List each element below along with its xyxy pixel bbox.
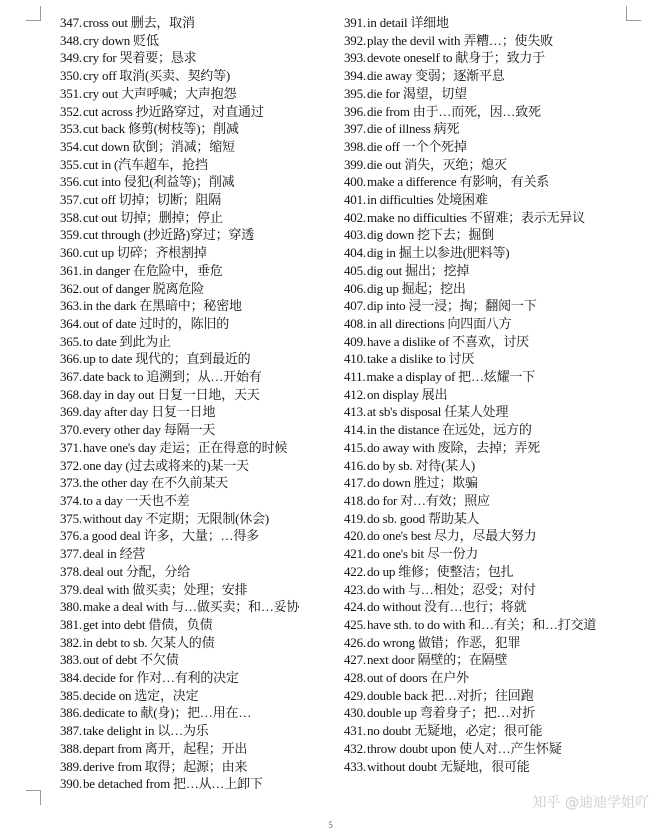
entry-number: 348. <box>60 32 82 48</box>
entry-number: 375. <box>60 510 82 526</box>
entry-text: a good deal 许多，大量；…得多 <box>82 528 259 544</box>
phrase-entry <box>60 138 332 156</box>
phrase-entry <box>344 758 612 776</box>
entry-number: 408. <box>344 315 366 331</box>
entry-text: one day (过去或将来的)某一天 <box>82 457 249 473</box>
entry-number: 395. <box>344 85 366 101</box>
entry-number: 429. <box>344 687 366 703</box>
phrase-entry <box>60 758 332 776</box>
entry-text: dig out 掘出；挖掉 <box>366 262 470 278</box>
entry-text: out of doors 在户外 <box>366 670 469 686</box>
phrase-entry <box>60 350 332 368</box>
entry-text: cut back 修剪(树枝等)；削减 <box>82 121 239 137</box>
entry-number: 428. <box>344 670 366 686</box>
entry-text: die from 由于…而死，因…致死 <box>366 103 541 119</box>
phrase-entry <box>60 297 332 315</box>
phrase-entry <box>344 545 612 563</box>
entry-text: double up 弯着身子；把…对折 <box>366 705 536 721</box>
entry-number: 409. <box>344 333 366 349</box>
entry-text: do one's bit 尽一份力 <box>366 546 479 562</box>
entry-text: double back 把…对折；往回跑 <box>366 687 534 703</box>
entry-text: without day 不定期；无限制(休会) <box>82 510 270 526</box>
entry-text: deal with 做买卖；处理；安排 <box>82 581 248 597</box>
phrase-entry <box>60 687 332 705</box>
entry-number: 370. <box>60 422 82 438</box>
entry-text: do with 与…相处；忍受；对付 <box>366 581 536 597</box>
entry-text: deal out 分配，分给 <box>82 563 190 579</box>
entry-number: 366. <box>60 351 82 367</box>
entry-number: 418. <box>344 492 366 508</box>
phrase-entry <box>60 67 332 85</box>
phrase-entry <box>60 103 332 121</box>
entry-text: make a display of 把…炫耀一下 <box>366 369 535 385</box>
entry-number: 385. <box>60 687 82 703</box>
entry-text: take a dislike to 讨厌 <box>366 351 475 367</box>
phrase-entry <box>344 687 612 705</box>
phrase-entry <box>60 775 332 793</box>
entry-text: get into debt 借债，负债 <box>82 616 213 632</box>
page-number: 5 <box>328 820 333 830</box>
entry-number: 393. <box>344 50 366 66</box>
entry-number: 367. <box>60 369 82 385</box>
entry-text: make a deal with 与…做买卖；和…妥协 <box>82 599 300 615</box>
entry-number: 426. <box>344 634 366 650</box>
entry-text: take delight in 以…为乐 <box>82 723 209 739</box>
phrase-entry <box>344 138 612 156</box>
phrase-entry <box>344 403 612 421</box>
phrase-entry <box>344 740 612 758</box>
entry-text: cut in (汽车超车，抢挡 <box>82 156 208 172</box>
entry-text: to date 到此为止 <box>82 333 171 349</box>
entry-text: make a difference 有影响，有关系 <box>366 174 550 190</box>
crop-mark-top-right <box>626 6 641 21</box>
entry-text: out of debt 不欠债 <box>82 652 179 668</box>
phrase-entry <box>60 280 332 298</box>
phrase-entry <box>344 120 612 138</box>
entry-text: do away with 废除，去掉；弄死 <box>366 439 541 455</box>
phrase-entry <box>60 740 332 758</box>
entry-number: 402. <box>344 209 366 225</box>
entry-text: throw doubt upon 使人对…产生怀疑 <box>366 740 562 756</box>
entry-text: cut off 切掉；切断；阻隔 <box>82 192 222 208</box>
entry-text: devote oneself to 献身于；致力于 <box>366 50 546 66</box>
entry-text: cut through (抄近路)穿过；穿透 <box>82 227 255 243</box>
entry-text: day in day out 日复一日地，天天 <box>82 386 260 402</box>
entry-number: 364. <box>60 315 82 331</box>
entry-text: at sb's disposal 任某人处理 <box>366 404 509 420</box>
entry-number: 354. <box>60 138 82 154</box>
entry-text: dip into 浸一浸；掏；翻阅一下 <box>366 298 537 314</box>
entry-number: 417. <box>344 475 366 491</box>
phrase-entry <box>60 421 332 439</box>
crop-mark-bottom-left <box>26 790 41 805</box>
entry-number: 396. <box>344 103 366 119</box>
entry-number: 352. <box>60 103 82 119</box>
entry-text: have a dislike of 不喜欢，讨厌 <box>366 333 529 349</box>
entry-number: 371. <box>60 439 82 455</box>
phrase-entry <box>344 474 612 492</box>
phrase-entry <box>344 297 612 315</box>
entry-text: dig down 挖下去；掘倒 <box>366 227 494 243</box>
entry-number: 394. <box>344 68 366 84</box>
entry-text: make no difficulties 不留难；表示无异议 <box>366 209 585 225</box>
phrase-entry <box>344 598 612 616</box>
phrase-entry <box>344 421 612 439</box>
entry-number: 416. <box>344 457 366 473</box>
entry-number: 425. <box>344 616 366 632</box>
entry-text: dig up 掘起；挖出 <box>366 280 466 296</box>
entry-text: cut across 抄近路穿过，对直通过 <box>82 103 264 119</box>
entry-number: 431. <box>344 723 366 739</box>
entry-text: do by sb. 对待(某人) <box>366 457 475 473</box>
entry-number: 421. <box>344 546 366 562</box>
phrase-entry <box>60 651 332 669</box>
entry-text: die away 变弱；逐渐平息 <box>366 68 505 84</box>
entry-number: 377. <box>60 546 82 562</box>
phrase-entry <box>344 386 612 404</box>
entry-text: dig in 掘土以参进(肥料等) <box>366 245 510 261</box>
entry-number: 414. <box>344 422 366 438</box>
phrase-entry <box>344 581 612 599</box>
phrase-entry <box>344 226 612 244</box>
entry-number: 356. <box>60 174 82 190</box>
phrase-entry <box>60 704 332 722</box>
entry-text: in difficulties 处境困难 <box>366 192 488 208</box>
entry-text: decide for 作对…有利的决定 <box>82 670 239 686</box>
entry-number: 358. <box>60 209 82 225</box>
entry-text: date back to 追溯到；从…开始有 <box>82 369 262 385</box>
entry-number: 355. <box>60 156 82 172</box>
entry-text: in danger 在危险中，垂危 <box>82 262 223 278</box>
phrase-entry <box>60 386 332 404</box>
entry-number: 383. <box>60 652 82 668</box>
phrase-entry <box>60 49 332 67</box>
phrase-entry <box>60 474 332 492</box>
crop-mark-top-left <box>26 6 41 21</box>
entry-text: do without 没有…也行；将就 <box>366 599 527 615</box>
entry-text: have one's day 走运；正在得意的时候 <box>82 439 288 455</box>
entry-text: cry off 取消(买卖、契约等) <box>82 68 231 84</box>
phrase-entry <box>344 669 612 687</box>
entry-number: 401. <box>344 192 366 208</box>
phrase-entry <box>60 226 332 244</box>
phrase-entry <box>60 457 332 475</box>
entry-text: up to date 现代的；直到最近的 <box>82 351 251 367</box>
entry-text: die out 消失，灭绝；熄灭 <box>366 156 507 172</box>
entry-number: 368. <box>60 386 82 402</box>
phrase-entry <box>344 32 612 50</box>
entry-number: 387. <box>60 723 82 739</box>
entry-number: 379. <box>60 581 82 597</box>
entry-text: derive from 取得；起源；由来 <box>82 758 248 774</box>
phrase-entry <box>60 510 332 528</box>
phrase-entry <box>344 368 612 386</box>
entry-text: in the distance 在远处，远方的 <box>366 422 532 438</box>
phrase-entry <box>60 616 332 634</box>
phrase-entry <box>60 85 332 103</box>
phrase-entry <box>60 14 332 32</box>
phrase-entry <box>344 49 612 67</box>
entry-text: deal in 经营 <box>82 546 146 562</box>
entry-number: 415. <box>344 439 366 455</box>
phrase-entry <box>60 32 332 50</box>
entry-text: cut down 砍倒；消减；缩短 <box>82 138 235 154</box>
entry-number: 378. <box>60 563 82 579</box>
entry-number: 361. <box>60 262 82 278</box>
entry-text: dedicate to 献(身)；把…用在… <box>82 705 252 721</box>
entry-number: 404. <box>344 245 366 261</box>
left-phrase-column <box>60 14 332 793</box>
phrase-entry <box>60 173 332 191</box>
entry-number: 369. <box>60 404 82 420</box>
entry-number: 349. <box>60 50 82 66</box>
entry-number: 397. <box>344 121 366 137</box>
phrase-entry <box>60 598 332 616</box>
entry-number: 432. <box>344 740 366 756</box>
entry-text: on display 展出 <box>366 386 448 402</box>
phrase-entry <box>60 244 332 262</box>
entry-text: decide on 选定，决定 <box>82 687 199 703</box>
entry-number: 410. <box>344 351 366 367</box>
entry-text: without doubt 无疑地，很可能 <box>366 758 530 774</box>
entry-number: 422. <box>344 563 366 579</box>
entry-number: 411. <box>344 369 366 385</box>
entry-number: 389. <box>60 758 82 774</box>
entry-text: out of danger 脱离危险 <box>82 280 204 296</box>
entry-number: 424. <box>344 599 366 615</box>
phrase-entry <box>60 315 332 333</box>
phrase-entry <box>344 262 612 280</box>
entry-text: every other day 每隔一天 <box>82 422 216 438</box>
entry-number: 388. <box>60 740 82 756</box>
entry-text: cry out 大声呼喊；大声抱怨 <box>82 85 237 101</box>
phrase-entry <box>344 103 612 121</box>
entry-number: 372. <box>60 457 82 473</box>
entry-text: cut out 切掉；删掉；停止 <box>82 209 223 225</box>
phrase-entry <box>60 120 332 138</box>
phrase-entry <box>60 156 332 174</box>
phrase-entry <box>60 527 332 545</box>
entry-number: 382. <box>60 634 82 650</box>
entry-number: 384. <box>60 670 82 686</box>
phrase-entry <box>344 651 612 669</box>
phrase-entry <box>344 85 612 103</box>
entry-number: 392. <box>344 32 366 48</box>
entry-text: cry for 哭着要；恳求 <box>82 50 197 66</box>
entry-number: 390. <box>60 776 82 792</box>
entry-number: 357. <box>60 192 82 208</box>
entry-text: cry down 贬低 <box>82 32 159 48</box>
entry-number: 386. <box>60 705 82 721</box>
entry-text: in debt to sb. 欠某人的债 <box>82 634 215 650</box>
entry-text: do sb. good 帮助某人 <box>366 510 480 526</box>
phrase-entry <box>60 722 332 740</box>
entry-number: 374. <box>60 492 82 508</box>
phrase-entry <box>344 457 612 475</box>
phrase-entry <box>344 439 612 457</box>
entry-text: die off 一个个死掉 <box>366 138 467 154</box>
phrase-entry <box>60 262 332 280</box>
entry-number: 430. <box>344 705 366 721</box>
phrase-entry <box>60 368 332 386</box>
entry-text: play the devil with 弄糟…；使失败 <box>366 32 553 48</box>
entry-number: 380. <box>60 599 82 615</box>
entry-text: do one's best 尽力，尽最大努力 <box>366 528 537 544</box>
phrase-entry <box>60 209 332 227</box>
phrase-entry <box>60 634 332 652</box>
entry-text: next door 隔壁的；在隔壁 <box>366 652 508 668</box>
entry-text: die of illness 病死 <box>366 121 460 137</box>
phrase-entry <box>60 563 332 581</box>
entry-text: have sth. to do with 和…有关；和…打交道 <box>366 616 597 632</box>
entry-text: in the dark 在黑暗中；秘密地 <box>82 298 242 314</box>
entry-number: 353. <box>60 121 82 137</box>
phrase-entry <box>60 333 332 351</box>
entry-number: 381. <box>60 616 82 632</box>
phrase-entry <box>344 209 612 227</box>
entry-text: out of date 过时的，陈旧的 <box>82 315 229 331</box>
entry-text: depart from 离开，起程；开出 <box>82 740 248 756</box>
phrase-entry <box>344 244 612 262</box>
phrase-entry <box>344 704 612 722</box>
entry-text: die for 渴望，切望 <box>366 85 467 101</box>
entry-number: 423. <box>344 581 366 597</box>
phrase-entry <box>60 545 332 563</box>
entry-text: no doubt 无疑地，必定；很可能 <box>366 723 543 739</box>
entry-number: 407. <box>344 298 366 314</box>
phrase-entry <box>344 67 612 85</box>
entry-number: 405. <box>344 262 366 278</box>
entry-text: cross out 删去，取消 <box>82 15 195 30</box>
entry-text: cut into 侵犯(利益等)；削减 <box>82 174 235 190</box>
entry-text: the other day 在不久前某天 <box>82 475 229 491</box>
phrase-entry <box>344 173 612 191</box>
entry-number: 398. <box>344 138 366 154</box>
entry-text: do wrong 做错；作恶，犯罪 <box>366 634 521 650</box>
phrase-entry <box>344 527 612 545</box>
entry-number: 412. <box>344 386 366 402</box>
right-phrase-column <box>344 14 612 775</box>
entry-text: cut up 切碎；齐根割掉 <box>82 245 207 261</box>
entry-text: do down 胜过；欺骗 <box>366 475 478 491</box>
entry-number: 363. <box>60 298 82 314</box>
phrase-entry <box>344 634 612 652</box>
entry-number: 400. <box>344 174 366 190</box>
entry-number: 350. <box>60 68 82 84</box>
phrase-entry <box>344 350 612 368</box>
entry-number: 362. <box>60 280 82 296</box>
entry-number: 391. <box>344 15 366 30</box>
entry-number: 419. <box>344 510 366 526</box>
phrase-entry <box>60 581 332 599</box>
entry-text: to a day 一天也不差 <box>82 492 190 508</box>
entry-number: 347. <box>60 15 82 30</box>
entry-number: 433. <box>344 758 366 774</box>
entry-text: in detail 详细地 <box>366 15 449 30</box>
entry-text: in all directions 向四面八方 <box>366 315 512 331</box>
phrase-entry <box>344 722 612 740</box>
entry-number: 376. <box>60 528 82 544</box>
entry-text: do up 维修；使整洁；包扎 <box>366 563 514 579</box>
entry-number: 399. <box>344 156 366 172</box>
phrase-entry <box>344 280 612 298</box>
entry-text: be detached from 把…从…上卸下 <box>82 776 263 792</box>
phrase-entry <box>344 191 612 209</box>
entry-number: 360. <box>60 245 82 261</box>
phrase-entry <box>60 492 332 510</box>
entry-number: 373. <box>60 475 82 491</box>
phrase-entry <box>344 333 612 351</box>
entry-number: 351. <box>60 85 82 101</box>
phrase-entry <box>344 563 612 581</box>
phrase-entry <box>344 510 612 528</box>
entry-number: 359. <box>60 227 82 243</box>
entry-number: 413. <box>344 404 366 420</box>
phrase-entry <box>60 669 332 687</box>
phrase-entry <box>344 14 612 32</box>
entry-number: 403. <box>344 227 366 243</box>
entry-number: 406. <box>344 280 366 296</box>
phrase-entry <box>60 439 332 457</box>
phrase-entry <box>344 492 612 510</box>
phrase-entry <box>60 191 332 209</box>
phrase-entry <box>60 403 332 421</box>
entry-number: 420. <box>344 528 366 544</box>
entry-text: day after day 日复一日地 <box>82 404 216 420</box>
entry-number: 427. <box>344 652 366 668</box>
phrase-entry <box>344 315 612 333</box>
entry-text: do for 对…有效；照应 <box>366 492 490 508</box>
watermark: 知乎 @迪迪学姐吖 <box>532 795 649 811</box>
entry-number: 365. <box>60 333 82 349</box>
phrase-entry <box>344 616 612 634</box>
phrase-entry <box>344 156 612 174</box>
